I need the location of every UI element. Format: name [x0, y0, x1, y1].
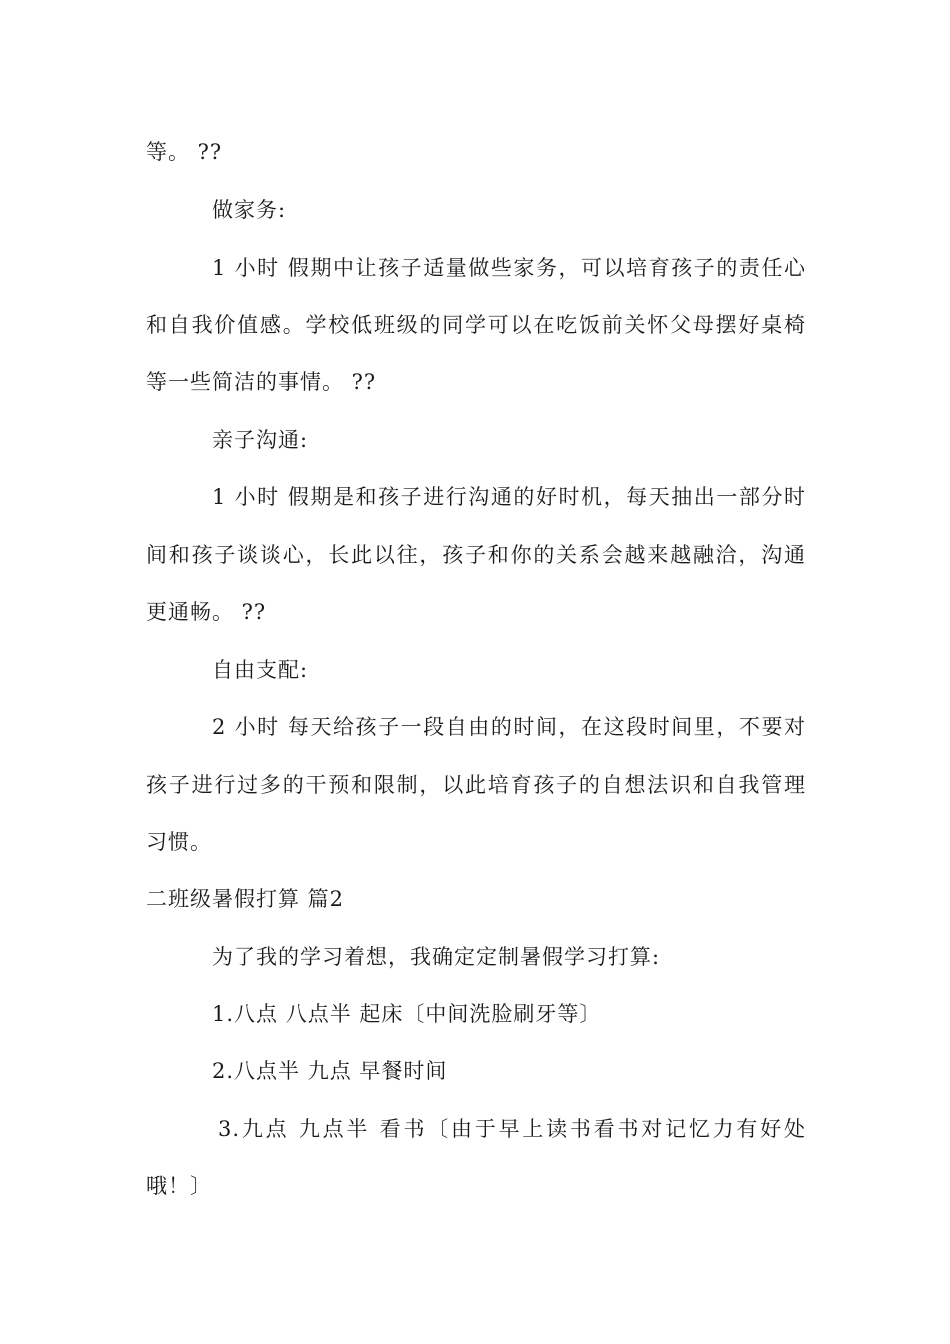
paragraph-line: 等一些简洁的事情。 ?? — [146, 370, 377, 394]
paragraph-line: 间和孩子谈谈心，长此以往，孩子和你的关系会越来越融洽，沟通 — [146, 543, 806, 567]
section-heading-free-time: 自由支配: — [212, 658, 309, 682]
paragraph-line: 习惯。 — [146, 830, 212, 854]
list-item: 1.八点 八点半 起床〔中间洗脸刷牙等〕 — [212, 1002, 602, 1026]
list-item: 2.八点半 九点 早餐时间 — [212, 1059, 448, 1083]
paragraph-line: 为了我的学习着想，我确定定制暑假学习打算: — [212, 945, 661, 969]
paragraph-line: 更通畅。 ?? — [146, 600, 267, 624]
list-item: 3.九点 九点半 看书〔由于早上读书看书对记忆力有好处 — [218, 1117, 806, 1141]
paragraph-line: 和自我价值感。学校低班级的同学可以在吃饭前关怀父母摆好桌椅 — [146, 313, 806, 337]
paragraph-line: 2 小时 每天给孩子一段自由的时间，在这段时间里，不要对 — [212, 715, 806, 739]
paragraph-line: 1 小时 假期是和孩子进行沟通的好时机，每天抽出一部分时 — [212, 485, 806, 509]
paragraph-line: 等。 ?? — [146, 140, 223, 164]
list-item-continuation: 哦！〕 — [146, 1174, 212, 1198]
paragraph-line: 孩子进行过多的干预和限制，以此培育孩子的自想法识和自我管理 — [146, 773, 806, 797]
section-heading-housework: 做家务: — [212, 198, 287, 222]
paragraph-line: 1 小时 假期中让孩子适量做些家务，可以培育孩子的责任心 — [212, 256, 806, 280]
article-title: 二班级暑假打算 篇2 — [146, 887, 345, 911]
section-heading-communication: 亲子沟通: — [212, 428, 309, 452]
